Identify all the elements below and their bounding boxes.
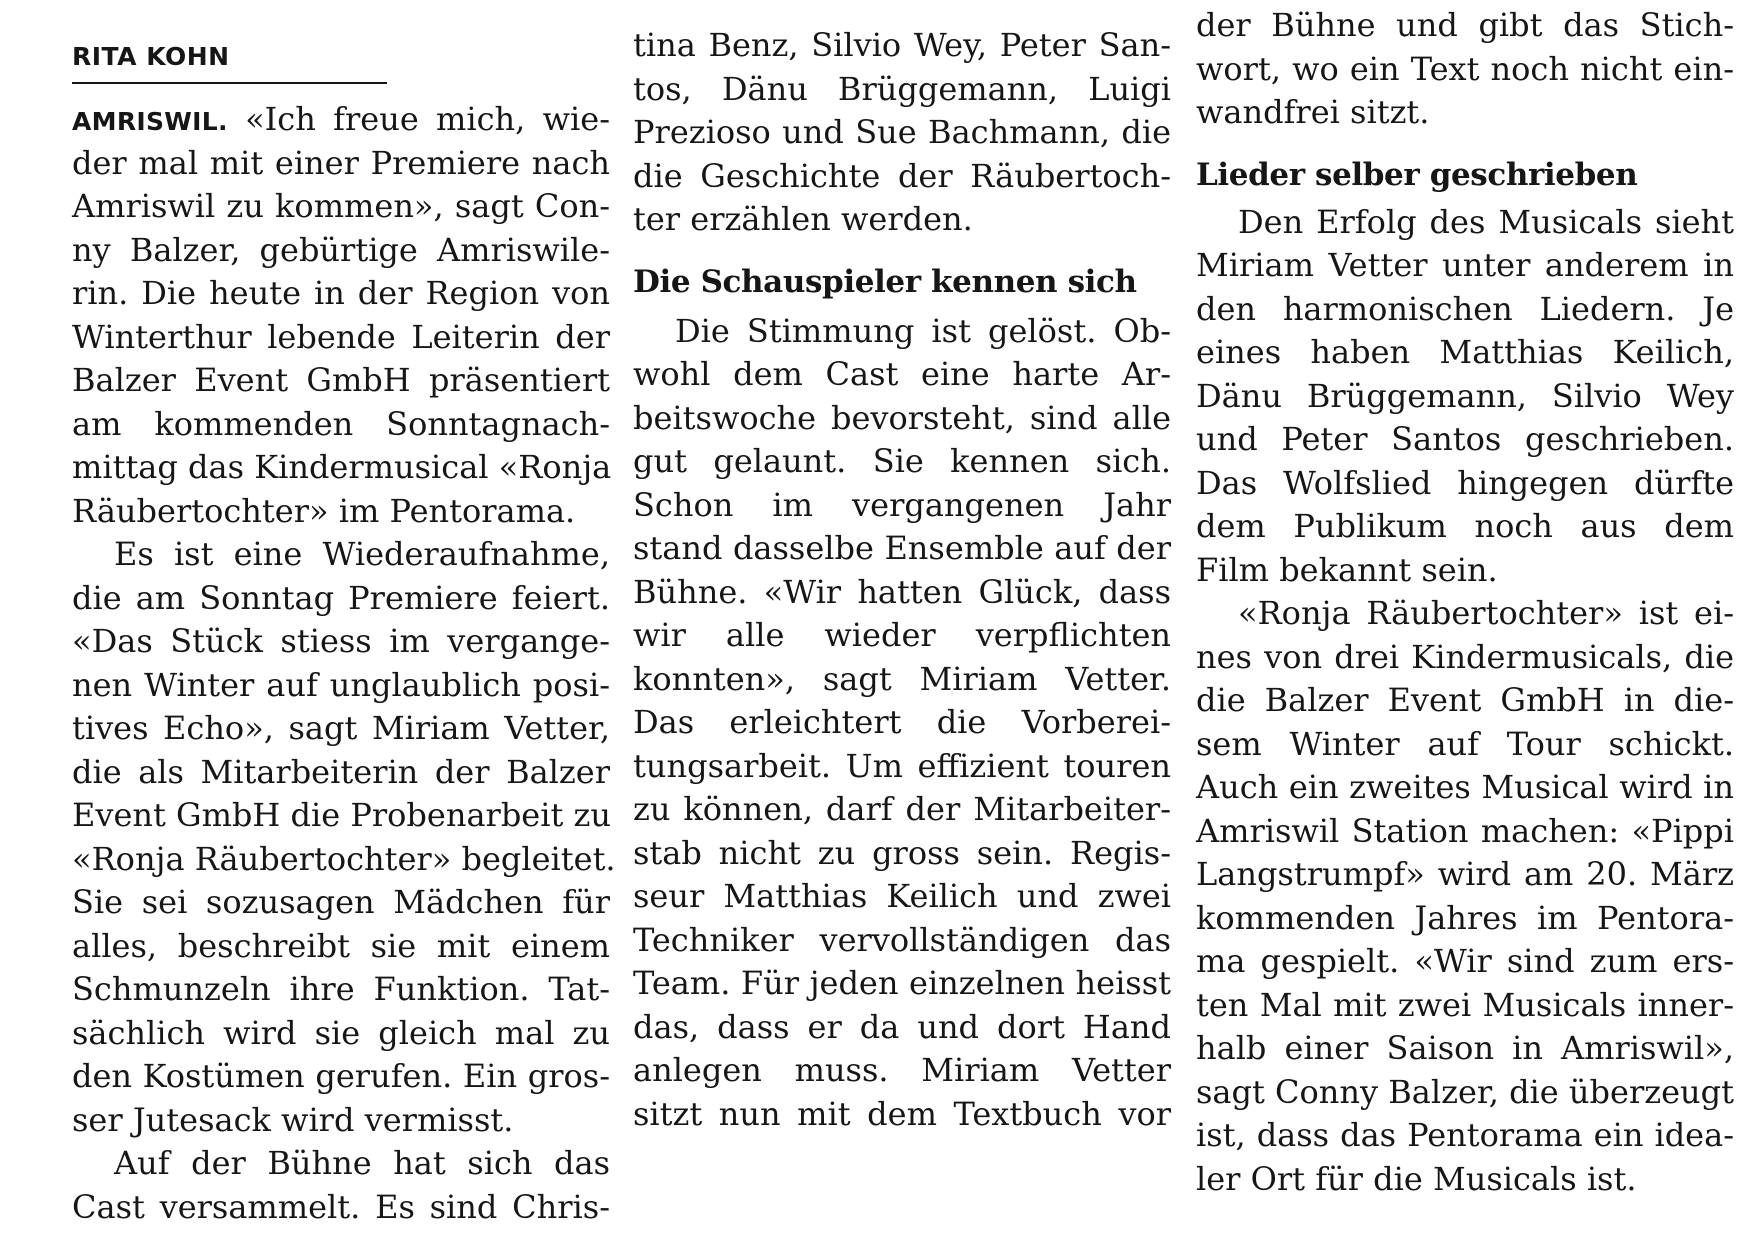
article-line: dem Publikum noch aus dem: [1196, 507, 1734, 545]
article-line: «Ronja Räubertochter» ist ei-: [1238, 594, 1734, 632]
article-line: alles, beschreibt sie mit einem: [72, 926, 610, 965]
article-line: ter erzählen werden.: [633, 200, 973, 238]
article-line: Auf der Bühne hat sich das: [114, 1144, 610, 1182]
paragraph: [72, 1142, 610, 1229]
article-line: eines haben Matthias Keilich,: [1196, 333, 1734, 371]
article-line: kommenden Jahres im Pentora-: [1196, 898, 1734, 937]
article-line: anlegen muss. Miriam Vetter: [633, 1051, 1171, 1089]
article-line: ma gespielt. «Wir sind zum ers-: [1196, 942, 1734, 980]
dateline: AMRISWIL.: [72, 107, 228, 136]
article-line: Das Wolfslied hingegen dürfte: [1196, 463, 1734, 502]
article-line: wir alle wieder verpflichten: [633, 616, 1171, 654]
article-line: nen Winter auf unglaublich posi-: [72, 665, 610, 704]
article-line: zu können, darf der Mitarbeiter-: [633, 790, 1171, 828]
article-line: Amriswil Station machen: «Pippi: [1196, 811, 1734, 850]
article-line: rin. Die heute in der Region von: [72, 274, 610, 312]
spacer: [633, 242, 1171, 260]
article-line: Film bekannt sein.: [1196, 550, 1498, 589]
article-line: Räubertochter» im Pentorama.: [72, 491, 576, 530]
article-line: Winterthur lebende Leiterin der: [72, 317, 610, 356]
article-line: Prezioso und Sue Bachmann, die: [633, 113, 1171, 151]
article-line: nes von drei Kindermusicals, die: [1196, 637, 1734, 676]
paragraph: [633, 310, 1171, 1137]
article-line: seur Matthias Keilich und zwei: [633, 877, 1171, 915]
byline: RITA KOHN: [72, 42, 230, 71]
article-line: tungsarbeit. Um effizient touren: [633, 746, 1171, 785]
article-line: konnten», sagt Miriam Vetter.: [633, 659, 1171, 698]
paragraph: [1196, 201, 1734, 593]
article-line: ler Ort für die Musicals ist.: [1196, 1159, 1637, 1198]
article-line: halb einer Saison in Amriswil»,: [1196, 1029, 1734, 1067]
article-line: der mal mit einer Premiere nach: [72, 143, 610, 182]
article-line: mittag das Kindermusical «Ronja: [72, 448, 612, 486]
article-line: ser Jutesack wird vermisst.: [72, 1100, 514, 1139]
article-line: ny Balzer, gebürtige Amriswile-: [72, 230, 610, 269]
article-line: Balzer Event GmbH präsentiert: [72, 361, 610, 399]
article-line: beitswoche bevorsteht, sind alle: [633, 398, 1171, 437]
article-line: wort, wo ein Text noch nicht ein-: [1196, 49, 1734, 88]
article-line: ten Mal mit zwei Musicals inner-: [1196, 985, 1734, 1024]
paragraph: [1196, 4, 1734, 135]
article-line: Die Stimmung ist gelöst. Ob-: [675, 311, 1171, 350]
article-line: sagt Conny Balzer, die überzeugt: [1196, 1072, 1734, 1111]
article-column-1: [72, 0, 616, 1229]
subheading: Die Schauspieler kennen sich: [633, 263, 1137, 300]
article-line: Dänu Brüggemann, Silvio Wey: [1196, 376, 1734, 415]
article-line: sächlich wird sie gleich mal zu: [72, 1013, 610, 1052]
article-line: die Geschichte der Räubertoch-: [633, 156, 1171, 195]
article-line: tives Echo», sagt Miriam Vetter,: [72, 709, 610, 747]
byline-divider: [72, 82, 387, 84]
spacer: [1196, 135, 1734, 153]
article-column-3: [1196, 4, 1734, 1201]
article-line: Den Erfolg des Musicals sieht: [1238, 202, 1734, 241]
article-line: den harmonischen Liedern. Je: [1196, 289, 1734, 328]
article-line: tos, Dänu Brüggemann, Luigi: [633, 69, 1171, 108]
article-line: den Kostümen gerufen. Ein gros-: [72, 1057, 610, 1095]
article-line: Techniker vervollständigen das: [633, 920, 1171, 959]
article-line: das, dass er da und dort Hand: [633, 1007, 1171, 1046]
article-line: wandfrei sitzt.: [1196, 93, 1430, 131]
paragraph: [1196, 592, 1734, 1201]
article-line: und Peter Santos geschrieben.: [1196, 420, 1734, 458]
article-line: Bühne. «Wir hatten Glück, dass: [633, 572, 1171, 611]
article-line: stab nicht zu gross sein. Regis-: [633, 833, 1171, 872]
paragraph: [633, 24, 1171, 242]
article-line: Das erleichtert die Vorberei-: [633, 703, 1171, 741]
article-line: sem Winter auf Tour schickt.: [1196, 724, 1734, 763]
article-line: Schon im vergangenen Jahr: [633, 485, 1171, 524]
article-line: die am Sonntag Premiere feiert.: [72, 578, 610, 617]
article-line: Team. Für jeden einzelnen heisst: [633, 964, 1171, 1002]
article-line: Cast versammelt. Es sind Chris-: [72, 1187, 610, 1226]
article-line: wohl dem Cast eine harte Ar-: [633, 355, 1171, 393]
article-line: ist, dass das Pentorama ein idea-: [1196, 1116, 1734, 1154]
article-line: Miriam Vetter unter anderem in: [1196, 246, 1734, 284]
article-line: gut gelaunt. Sie kennen sich.: [633, 442, 1171, 480]
subheading: Lieder selber geschrieben: [1196, 156, 1638, 193]
article-line: Schmunzeln ihre Funktion. Tat-: [72, 970, 610, 1008]
article-line: Sie sei sozusagen Mädchen für: [72, 883, 610, 921]
article-line: stand dasselbe Ensemble auf der: [633, 529, 1171, 567]
paragraph: [72, 533, 616, 1142]
article-line: Langstrumpf» wird am 20. März: [1196, 855, 1734, 893]
article-line: Event GmbH die Probenarbeit zu: [72, 796, 611, 834]
article-line: «Ronja Räubertochter» begleitet.: [72, 839, 616, 878]
article-column-2: [633, 24, 1171, 1136]
article-line: der Bühne und gibt das Stich-: [1196, 6, 1734, 44]
article-line: am kommenden Sonntagnach-: [72, 404, 610, 443]
article-line: «Das Stück stiess im vergange-: [72, 622, 610, 660]
paragraph: [72, 142, 610, 534]
article-line: Es ist eine Wiederaufnahme,: [114, 535, 610, 573]
article-line: AMRISWIL. «Ich freue mich, wie-: [72, 100, 610, 138]
article-line: sitzt nun mit dem Textbuch vor: [633, 1094, 1171, 1133]
article-line: Auch ein zweites Musical wird in: [1196, 768, 1734, 806]
article-line: die als Mitarbeiterin der Balzer: [72, 752, 610, 791]
article-line: tina Benz, Silvio Wey, Peter San-: [633, 26, 1171, 64]
article-line: Amriswil zu kommen», sagt Con-: [72, 187, 610, 225]
article-line: die Balzer Event GmbH in die-: [1196, 681, 1734, 719]
